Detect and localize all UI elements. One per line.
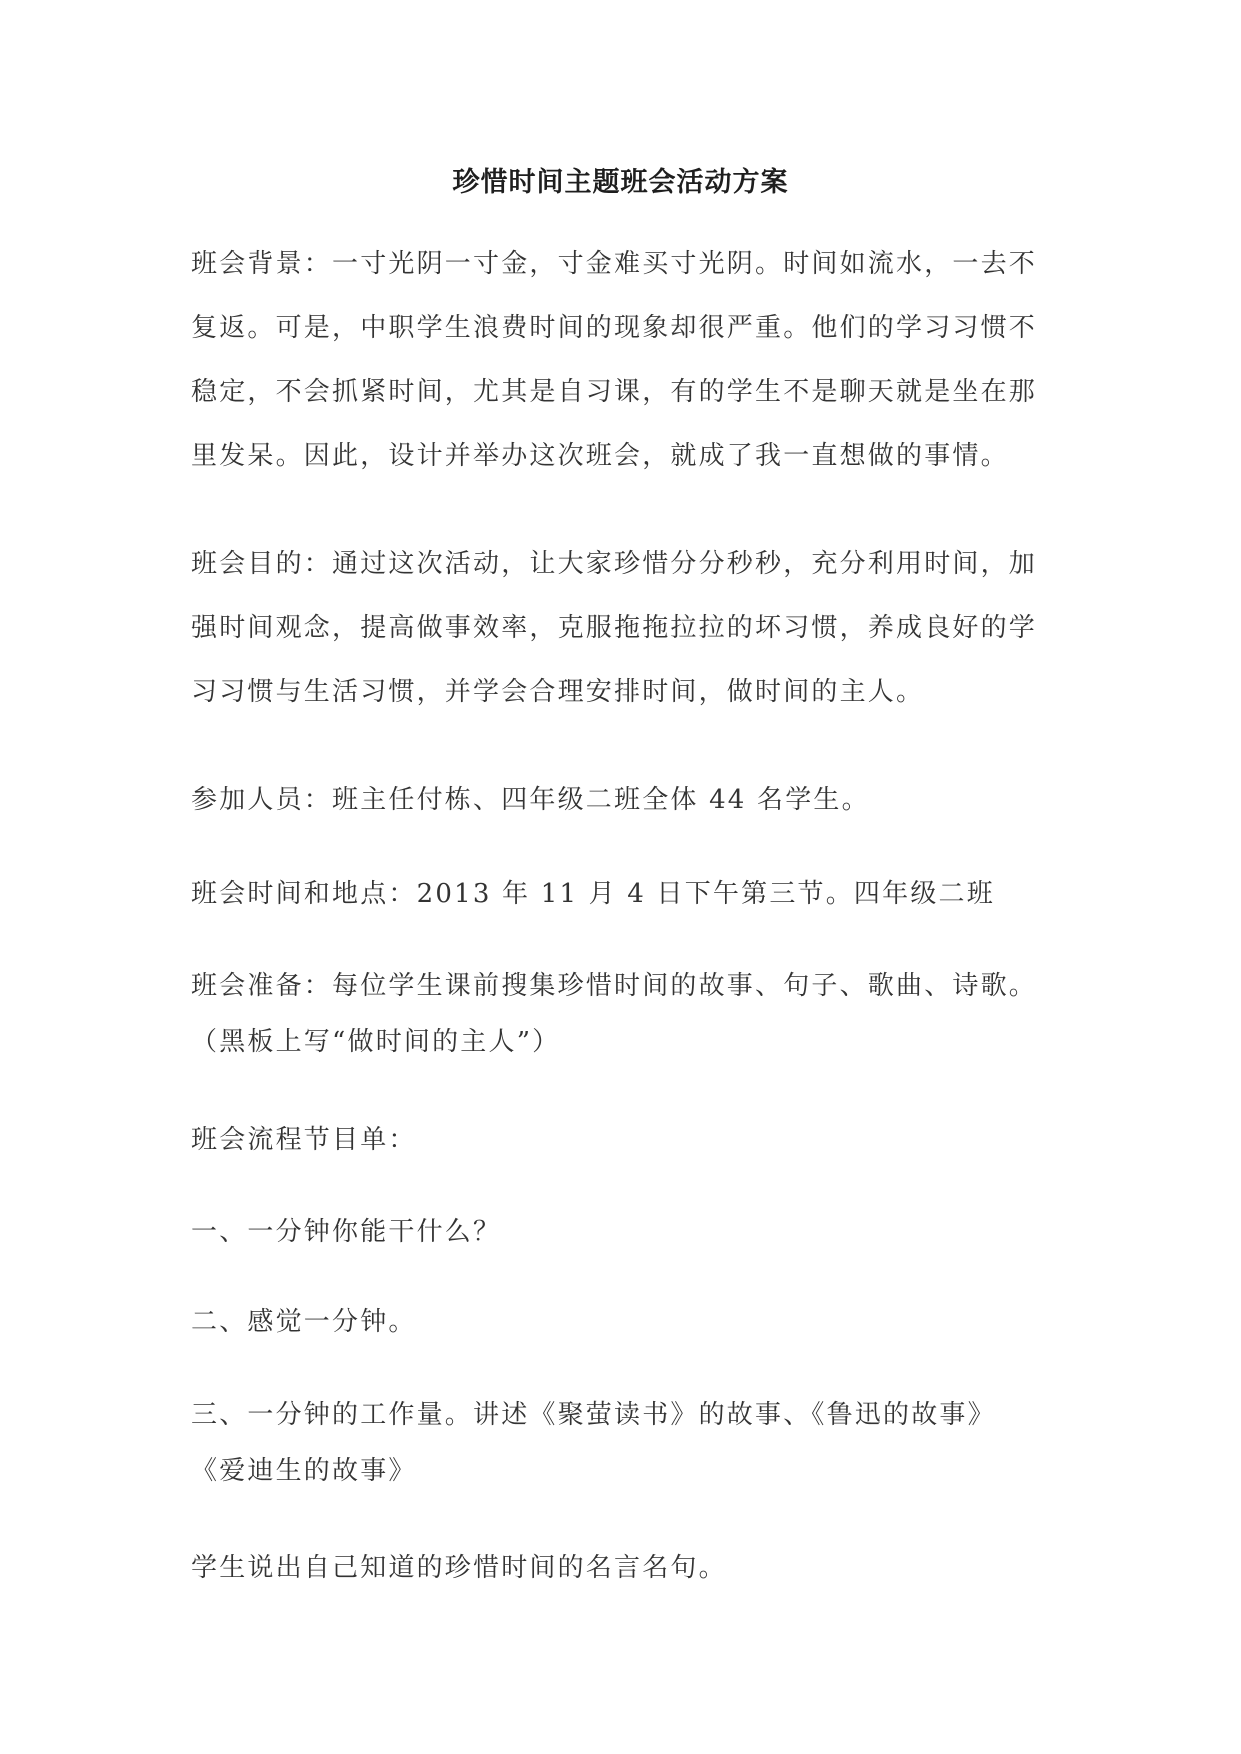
text-line: 一、一分钟你能干什么？ [191,1217,502,1247]
text-line: 参加人员：班主任付栋、四年级二班全体 44 名学生。 [191,785,870,815]
text-line: 习习惯与生活习惯，并学会合理安排时间，做时间的主人。 [191,677,925,707]
time-place-paragraph [191,862,1061,926]
text-line: 强时间观念，提高做事效率，克服拖拖拉拉的坏习惯，养成良好的学 [191,613,1038,643]
closing-paragraph [191,1536,1061,1600]
purpose-paragraph [191,532,1061,724]
background-paragraph [191,232,1061,488]
text-line: 稳定，不会抓紧时间，尤其是自习课，有的学生不是聊天就是坐在那 [191,377,1038,407]
text-line: 二、感觉一分钟。 [191,1307,417,1337]
text-line: 班会目的：通过这次活动，让大家珍惜分分秒秒，充分利用时间，加 [191,549,1038,579]
program-item-1 [191,1200,1061,1264]
program-item-2 [191,1290,1061,1354]
text-line: 《爱迪生的故事》 [191,1456,417,1486]
text-line: 里发呆。因此，设计并举办这次班会，就成了我一直想做的事情。 [191,441,1009,471]
text-line: 三、一分钟的工作量。讲述《聚萤读书》的故事、《鲁迅的故事》 [191,1400,996,1430]
text-line: 学生说出自己知道的珍惜时间的名言名句。 [191,1553,727,1583]
text-line: 班会流程节目单： [191,1125,417,1155]
text-line: （黑板上写“做时间的主人”） [191,1027,561,1057]
text-line: 班会时间和地点：2013 年 11 月 4 日下午第三节。四年级二班 [191,879,995,909]
program-item-3 [191,1383,1061,1503]
document-title: 珍惜时间主题班会活动方案 [452,167,789,198]
text-line: 班会准备：每位学生课前搜集珍惜时间的故事、句子、歌曲、诗歌。 [191,971,1038,1001]
preparation-paragraph [191,954,1061,1074]
program-heading [191,1108,1061,1172]
text-line: 复返。可是，中职学生浪费时间的现象却很严重。他们的学习习惯不 [191,313,1038,343]
participants-paragraph [191,768,1061,832]
text-line: 班会背景：一寸光阴一寸金，寸金难买寸光阴。时间如流水，一去不 [191,249,1038,279]
